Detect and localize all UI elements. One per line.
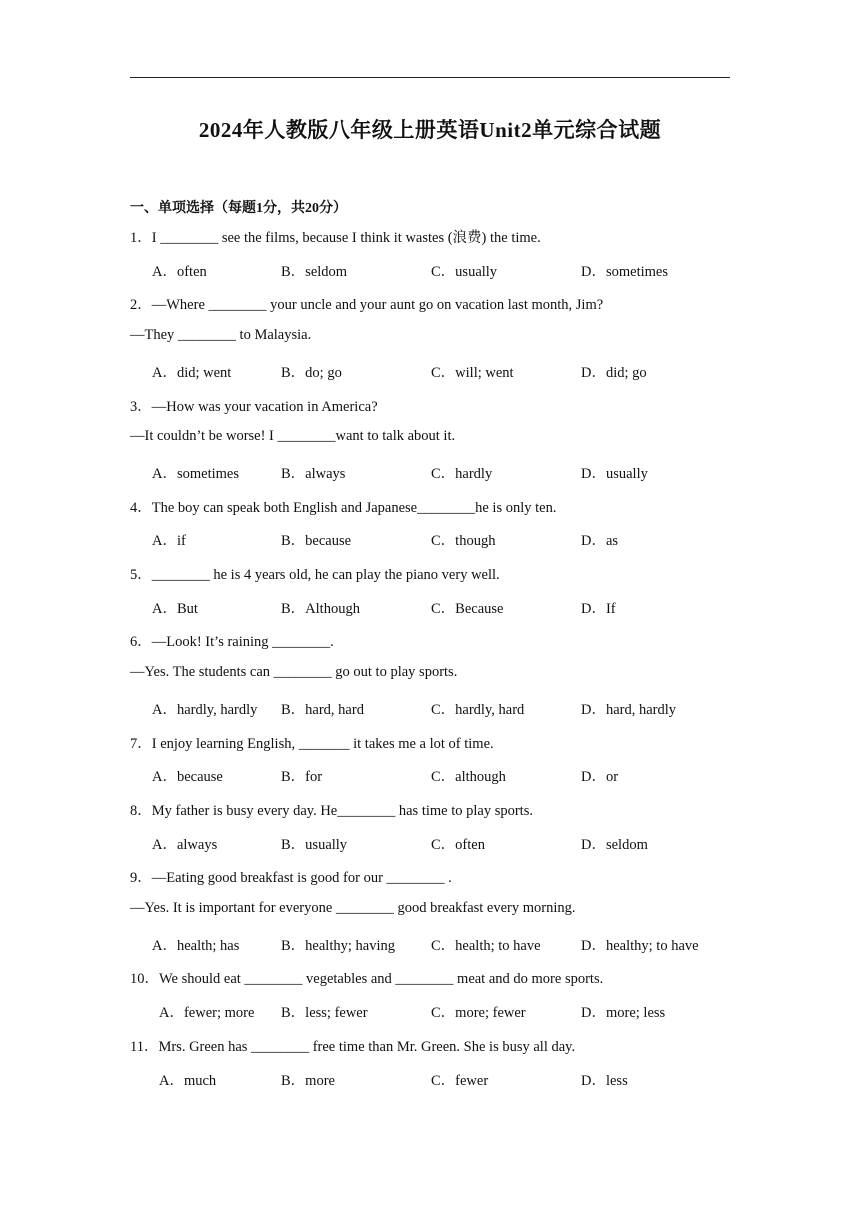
answer-option: C．will; went [431,364,514,381]
header-rule [130,77,730,78]
answer-option: C．though [431,533,496,550]
question-stem: 1．I ________ see the films, because I think it wastes (浪费) the time. [130,230,541,246]
answer-option: B．more [281,1072,335,1089]
answer-option: B．hard, hard [281,701,364,718]
answer-option: C．although [431,769,506,786]
answer-option: B．do; go [281,364,342,381]
question-stem: 11．Mrs. Green has ________ free time than Mr. Green. She is busy all day. [130,1038,576,1055]
answer-option: C．Because [431,600,504,617]
answer-option: B．less; fewer [281,1005,368,1022]
answer-option: D．less [581,1072,628,1089]
answer-option: B．seldom [281,263,348,280]
answer-option: D．usually [581,465,648,482]
answer-option: D．If [581,600,616,617]
answer-option: C．hardly [431,465,493,482]
answer-option: D．did; go [581,364,647,381]
answer-option: A．did; went [152,364,232,381]
answer-option: A．if [152,533,186,550]
section-heading: 一、单项选择（每题1分，共20分） [130,201,347,216]
answer-option: A．much [159,1072,217,1089]
answer-option: C．usually [431,263,498,280]
answer-option: D．more; less [581,1005,666,1022]
answer-option: B．because [281,533,352,550]
answer-option: C．hardly, hard [431,701,525,718]
answer-option: A．often [152,263,207,280]
answer-option: A．because [152,769,223,786]
answer-option: D．seldom [581,836,648,853]
answer-option: C．often [431,836,485,853]
question-response: —They ________ to Malaysia. [130,327,312,344]
question-stem: 8．My father is busy every day. He________ has time to play sports. [130,802,533,819]
answer-option: A．fewer; more [159,1005,255,1022]
question-stem: 4．The boy can speak both English and Japanese________he is only ten. [130,499,557,516]
question-stem: 10．We should eat ________ vegetables and ________ meat and do more sports. [130,971,604,988]
question-response: —Yes. It is important for everyone ________ good breakfast every morning. [130,900,576,916]
answer-option: A．always [152,836,218,853]
question-stem: 5．________ he is 4 years old, he can play the piano very well. [130,567,500,583]
answer-option: B．for [281,769,323,786]
answer-option: D．healthy; to have [581,937,699,954]
answer-option: A．health; has [152,937,240,954]
question-stem: 9．—Eating good breakfast is good for our ________ . [130,870,452,887]
question-stem: 3．—How was your vacation in America? [130,398,378,415]
answer-option: D．or [581,769,619,786]
answer-option: A．sometimes [152,465,239,482]
answer-option: A．But [152,600,198,617]
question-response: —Yes. The students can ________ go out to play sports. [130,664,458,681]
question-stem: 2．—Where ________ your uncle and your aunt go on vacation last month, Jim? [130,297,604,314]
answer-option: C．more; fewer [431,1005,526,1022]
answer-option: A．hardly, hardly [152,701,258,718]
answer-option: D．as [581,533,619,550]
answer-option: B．healthy; having [281,937,395,954]
answer-option: B．always [281,465,346,482]
question-stem: 6．—Look! It’s raining ________. [130,634,334,651]
question-stem: 7．I enjoy learning English, _______ it takes me a lot of time. [130,735,494,752]
document-title: 2024年人教版八年级上册英语Unit2单元综合试题 [198,118,662,142]
answer-option: C．fewer [431,1072,489,1089]
answer-option: C．health; to have [431,937,541,954]
answer-option: D．sometimes [581,263,668,280]
question-response: —It couldn’t be worse! I ________want to talk about it. [130,428,456,445]
answer-option: B．Although [281,600,360,617]
answer-option: D．hard, hardly [581,701,677,718]
answer-option: B．usually [281,836,348,853]
